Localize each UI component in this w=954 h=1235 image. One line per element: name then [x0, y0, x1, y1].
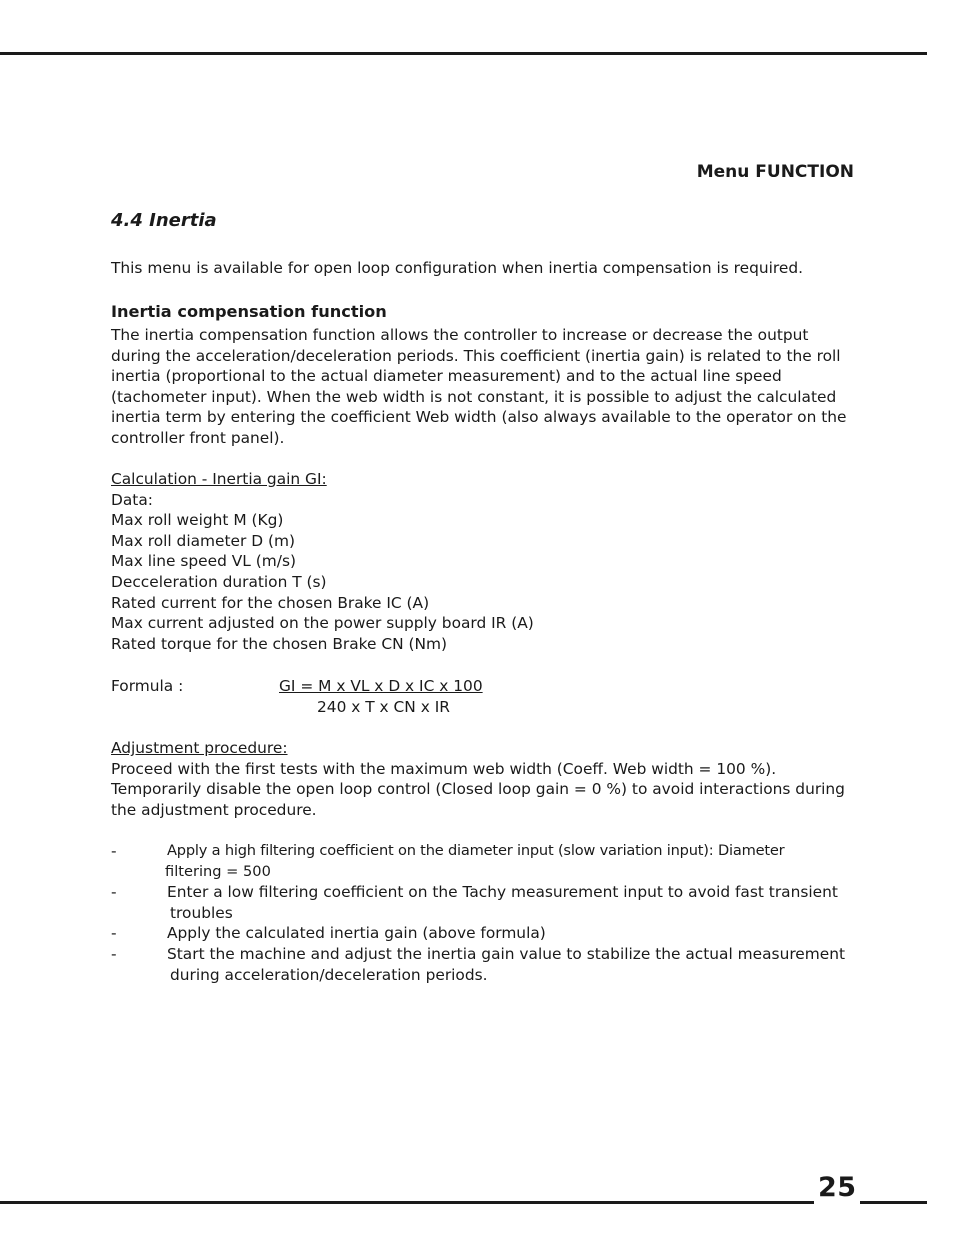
data-line: Rated current for the chosen Brake IC (A): [111, 593, 430, 612]
bottom-rule-right: [860, 1201, 927, 1204]
compensation-line: inertia (proportional to the actual diameter measurement) and to the actual line speed: [111, 367, 782, 386]
bullet-continuation: troubles: [170, 903, 233, 922]
adjustment-line: the adjustment procedure.: [111, 800, 317, 819]
compensation-line: (tachometer input). When the web width is not constant, it is possible to adjust the calculated: [111, 387, 837, 406]
page-number: 25: [818, 1172, 857, 1203]
bullet-text: Start the machine and adjust the inertia gain value to stabilize the actual measurement: [167, 945, 846, 963]
formula-numerator: GI = M x VL x D x IC x 100: [279, 677, 483, 695]
compensation-heading: Inertia compensation function: [111, 302, 387, 321]
bottom-rule-left: [0, 1201, 814, 1204]
bullet-continuation: during acceleration/deceleration periods.: [170, 965, 488, 984]
compensation-line: The inertia compensation function allows the controller to increase or decrease the output: [111, 326, 809, 344]
data-line: Max current adjusted on the power supply board IR (A): [111, 614, 534, 633]
data-line: Decceleration duration T (s): [111, 573, 327, 591]
data-line: Rated torque for the chosen Brake CN (Nm): [111, 634, 448, 653]
bullet-dash: -: [111, 924, 117, 942]
intro-paragraph: This menu is available for open loop configuration when inertia compensation is required.: [111, 259, 804, 277]
data-line: Max roll weight M (Kg): [111, 511, 284, 530]
menu-heading: Menu FUNCTION: [696, 162, 854, 182]
bullet-dash: -: [111, 945, 117, 963]
bullet-text: Apply the calculated inertia gain (above formula): [167, 924, 546, 942]
bullet-continuation: filtering = 500: [165, 862, 271, 880]
compensation-line: inertia term by entering the coefficient Web width (also always available to the operator on the: [111, 408, 847, 427]
bullet-dash: -: [111, 842, 117, 860]
formula-label: Formula :: [111, 677, 184, 695]
formula-denominator: 240 x T x CN x IR: [317, 698, 450, 716]
data-line: Max line speed VL (m/s): [111, 552, 296, 571]
adjustment-heading: Adjustment procedure:: [111, 739, 288, 757]
bullet-text: Apply a high filtering coefficient on the diameter input (slow variation input): Diameter: [167, 842, 785, 859]
calculation-heading: Calculation - Inertia gain GI:: [111, 470, 327, 488]
section-title: 4.4 Inertia: [111, 210, 217, 231]
top-rule: [0, 52, 927, 55]
data-line: Max roll diameter D (m): [111, 531, 295, 550]
compensation-line: during the acceleration/deceleration periods. This coefficient (inertia gain) is related to the roll: [111, 346, 841, 365]
bullet-dash: -: [111, 883, 117, 901]
data-line: Data:: [111, 490, 153, 509]
adjustment-line: Temporarily disable the open loop control (Closed loop gain = 0 %) to avoid interactions during: [111, 780, 845, 799]
adjustment-line: Proceed with the first tests with the maximum web width (Coeff. Web width = 100 %).: [111, 759, 777, 778]
compensation-line: controller front panel).: [111, 429, 285, 447]
bullet-text: Enter a low filtering coefficient on the Tachy measurement input to avoid fast transient: [167, 883, 838, 901]
